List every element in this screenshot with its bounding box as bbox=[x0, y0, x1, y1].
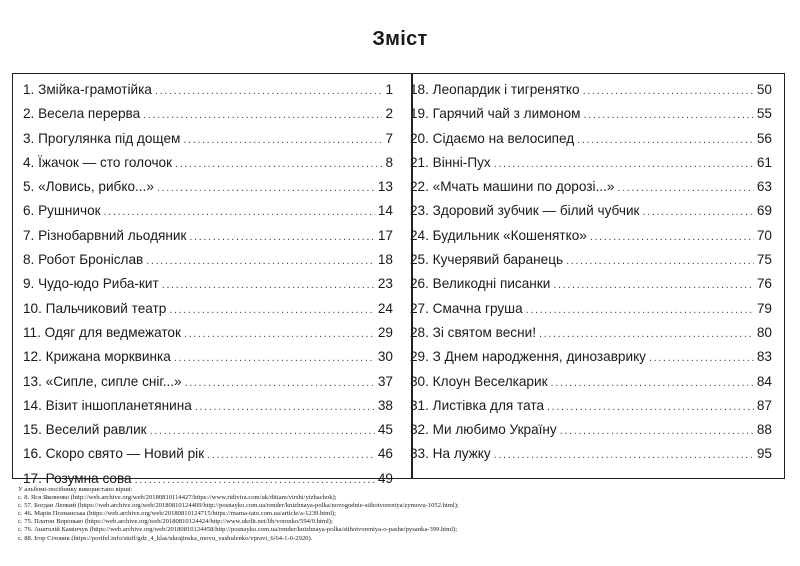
toc-entry-title: 11. Одяг для ведмежаток bbox=[23, 324, 181, 340]
dot-leader bbox=[189, 225, 374, 249]
dot-leader bbox=[643, 200, 754, 224]
toc-entry bbox=[23, 394, 393, 418]
toc-entry-page: 29 bbox=[377, 324, 393, 340]
toc-entry-title: 7. Різнобарвний льодяник bbox=[23, 227, 187, 243]
dot-leader bbox=[104, 200, 375, 224]
toc-entry-page: 13 bbox=[377, 179, 393, 195]
toc-entry-page: 37 bbox=[377, 373, 393, 389]
toc-entry-title: 6. Рушничок bbox=[23, 203, 101, 219]
toc-entry-title: 15. Веселий равлик bbox=[23, 422, 147, 438]
toc-entry-page: 8 bbox=[385, 154, 393, 170]
toc-entry-page: 38 bbox=[377, 397, 393, 413]
toc-entry-page: 50 bbox=[756, 82, 772, 97]
toc-entry bbox=[23, 442, 393, 466]
toc-entry-page: 95 bbox=[756, 446, 772, 462]
dot-leader bbox=[146, 249, 375, 273]
toc-entry-page: 2 bbox=[385, 106, 393, 122]
toc-entry-page: 30 bbox=[377, 349, 393, 365]
toc-entry-title: 13. «Сипле, сипле сніг...» bbox=[23, 373, 182, 389]
toc-entry bbox=[23, 248, 393, 272]
toc-entry-page: 83 bbox=[756, 349, 772, 365]
toc-entry-page: 7 bbox=[385, 130, 393, 146]
dot-leader bbox=[494, 443, 754, 467]
toc-entry bbox=[410, 151, 772, 175]
toc-entry bbox=[23, 321, 393, 345]
credits-heading: У альбомі-посібнику використано вірші: bbox=[18, 486, 133, 493]
dot-leader bbox=[155, 79, 382, 103]
dot-leader bbox=[553, 273, 754, 297]
toc-entry-page: 63 bbox=[756, 179, 772, 195]
toc-entry bbox=[23, 127, 393, 151]
dot-leader bbox=[150, 419, 375, 443]
toc-entry bbox=[23, 272, 393, 296]
toc-entry bbox=[410, 175, 772, 199]
toc-entry bbox=[23, 224, 393, 248]
toc-entry bbox=[23, 102, 393, 126]
credits-line: с. 75. Платон Воронько (https://web.archive.org/web/20180810124424/http://www.ukrlit.net/lib/voronko/594/0.html); bbox=[18, 518, 333, 526]
toc-entry-page: 56 bbox=[756, 130, 772, 146]
toc-entry-title: 24. Будильник «Кошенятко» bbox=[410, 227, 587, 243]
toc-entry bbox=[410, 321, 772, 345]
toc-entry bbox=[410, 394, 772, 418]
toc-entry-title: 12. Крижана морквинка bbox=[23, 349, 171, 365]
toc-entry-title: 14. Візит іншопланетянина bbox=[23, 397, 192, 413]
toc-entry-page: 87 bbox=[756, 397, 772, 413]
toc-entry-title: 23. Здоровий зубчик — білий чубчик bbox=[410, 203, 640, 219]
dot-leader bbox=[174, 346, 375, 370]
toc-entry-title: 18. Леопардик і тигренятко bbox=[410, 82, 580, 97]
dot-leader bbox=[207, 443, 375, 467]
toc-entry-page: 14 bbox=[377, 203, 393, 219]
toc-entry-title: 4. Їжачок — сто голочок bbox=[23, 154, 173, 170]
dot-leader bbox=[649, 346, 754, 370]
dot-leader bbox=[143, 103, 382, 127]
toc-entry-page: 75 bbox=[756, 252, 772, 268]
dot-leader bbox=[584, 103, 754, 127]
dot-leader bbox=[566, 249, 754, 273]
toc-entry-title: 32. Ми любимо Україну bbox=[410, 422, 557, 438]
toc-entry bbox=[23, 297, 393, 321]
toc-entry-page: 69 bbox=[756, 203, 772, 219]
toc-entry-title: 2. Весела перерва bbox=[23, 106, 141, 122]
toc-entry-page: 17 bbox=[377, 227, 393, 243]
toc-entry-title: 29. З Днем народження, динозаврику bbox=[410, 349, 646, 365]
toc-entry-title: 10. Пальчиковий театр bbox=[23, 300, 167, 316]
credits-footnote bbox=[18, 486, 788, 543]
toc-entry-page: 1 bbox=[385, 82, 393, 97]
dot-leader bbox=[162, 273, 375, 297]
dot-leader bbox=[175, 152, 382, 176]
toc-entry-page: 70 bbox=[756, 227, 772, 243]
dot-leader bbox=[494, 152, 754, 176]
toc-entry-title: 27. Смачна груша bbox=[410, 300, 523, 316]
toc-entry-page: 84 bbox=[756, 373, 772, 389]
credits-line: с. 8. Яся Яковенко (http://web.archive.org/web/20180810114427/https://www.ridivira.com/uk/ditiam/virshi/yizhachok); bbox=[18, 494, 337, 502]
toc-entry bbox=[23, 78, 393, 102]
toc-entry bbox=[410, 127, 772, 151]
toc-entry-title: 22. «Мчать машини по дорозі...» bbox=[410, 179, 615, 195]
dot-leader bbox=[617, 176, 753, 200]
toc-entry bbox=[410, 78, 772, 102]
toc-entry-title: 17. Розумна сова bbox=[23, 470, 132, 486]
toc-entry-page: 24 bbox=[377, 300, 393, 316]
toc-entry-title: 33. На лужку bbox=[410, 446, 491, 462]
dot-leader bbox=[577, 128, 754, 152]
dot-leader bbox=[560, 419, 754, 443]
toc-entry bbox=[410, 442, 772, 466]
toc-entry bbox=[410, 297, 772, 321]
toc-entry-title: 30. Клоун Веселкарик bbox=[410, 373, 548, 389]
toc-entry-title: 26. Великодні писанки bbox=[410, 276, 551, 292]
toc-entry bbox=[23, 199, 393, 223]
toc-entry-title: 28. Зі святом весни! bbox=[410, 324, 536, 340]
toc-entry bbox=[23, 151, 393, 175]
toc-entry-title: 8. Робот Броніслав bbox=[23, 252, 144, 268]
toc-entry-page: 23 bbox=[377, 276, 393, 292]
credits-line: с. 88. Ігор Січовик (https://portfel.info/stuff/gdz_4_klas/ukrajinska_movu_vashulenko/vpravi_6/64-1-0-2920). bbox=[18, 534, 313, 542]
toc-entry-page: 88 bbox=[756, 422, 772, 438]
toc-entry bbox=[410, 199, 772, 223]
toc-entry-title: 31. Листівка для тата bbox=[410, 397, 545, 413]
toc-entry bbox=[410, 224, 772, 248]
toc-entry-title: 9. Чудо-юдо Риба-кит bbox=[23, 276, 159, 292]
toc-entry-page: 46 bbox=[377, 446, 393, 462]
toc-entry-page: 45 bbox=[377, 422, 393, 438]
toc-entry-page: 76 bbox=[756, 276, 772, 292]
toc-entry-title: 20. Сідаємо на велосипед bbox=[410, 130, 575, 146]
toc-entry-title: 19. Гарячий чай з лимоном bbox=[410, 106, 581, 122]
toc-entry-title: 25. Кучерявий баранець bbox=[410, 252, 564, 268]
toc-left-column bbox=[23, 78, 393, 491]
toc-entry bbox=[410, 248, 772, 272]
toc-entry-page: 18 bbox=[377, 252, 393, 268]
toc-entry-page: 61 bbox=[756, 154, 772, 170]
dot-leader bbox=[184, 322, 375, 346]
dot-leader bbox=[157, 176, 375, 200]
toc-entry bbox=[23, 370, 393, 394]
toc-entry bbox=[410, 102, 772, 126]
toc-entry-page: 79 bbox=[756, 300, 772, 316]
toc-entry-title: 3. Прогулянка під дощем bbox=[23, 130, 181, 146]
toc-entry-page: 55 bbox=[756, 106, 772, 122]
toc-entry bbox=[410, 345, 772, 369]
dot-leader bbox=[526, 298, 754, 322]
toc-entry-page: 80 bbox=[756, 324, 772, 340]
toc-entry-title: 16. Скоро свято — Новий рік bbox=[23, 446, 205, 462]
dot-leader bbox=[547, 395, 754, 419]
credits-line: с. 46. Марія Познанська (https://web.archive.org/web/20180810124715/https://mama-tato.com.ua/article/a-1239.html); bbox=[18, 510, 337, 518]
toc-entry bbox=[23, 175, 393, 199]
toc-entry bbox=[410, 272, 772, 296]
dot-leader bbox=[551, 371, 754, 395]
toc-entry bbox=[23, 345, 393, 369]
credits-line: с. 76. Анатолій Камінчук (https://web.archive.org/web/20180810124458/http://posnayko.com.ua/render/knizhnaya-polka/stihotvoreniya-o-pashe/pysanka-399.html); bbox=[18, 526, 458, 534]
dot-leader bbox=[583, 79, 754, 103]
dot-leader bbox=[183, 128, 382, 152]
toc-right-column bbox=[410, 78, 772, 467]
toc-entry-title: 5. «Ловись, рибко...» bbox=[23, 179, 154, 195]
dot-leader bbox=[185, 371, 375, 395]
toc-entry bbox=[23, 418, 393, 442]
dot-leader bbox=[539, 322, 754, 346]
toc-entry-title: 1. Змійка-грамотійка bbox=[23, 82, 152, 97]
dot-leader bbox=[590, 225, 754, 249]
toc-entry bbox=[410, 418, 772, 442]
dot-leader bbox=[195, 395, 375, 419]
dot-leader bbox=[169, 298, 375, 322]
toc-entry-page: 49 bbox=[377, 470, 393, 486]
page-title: Зміст bbox=[372, 28, 428, 50]
credits-line: с. 57. Богдан Лепкий (https://web.archive.org/web/20180810124409/http://posnayko.com.ua/render/knizhnaya-polka/novogodnie-stihotvoreniya/zymovu-1052.html); bbox=[18, 502, 459, 510]
toc-entry bbox=[410, 370, 772, 394]
toc-entry-title: 21. Вінні-Пух bbox=[410, 154, 491, 170]
table-of-contents bbox=[12, 73, 785, 486]
